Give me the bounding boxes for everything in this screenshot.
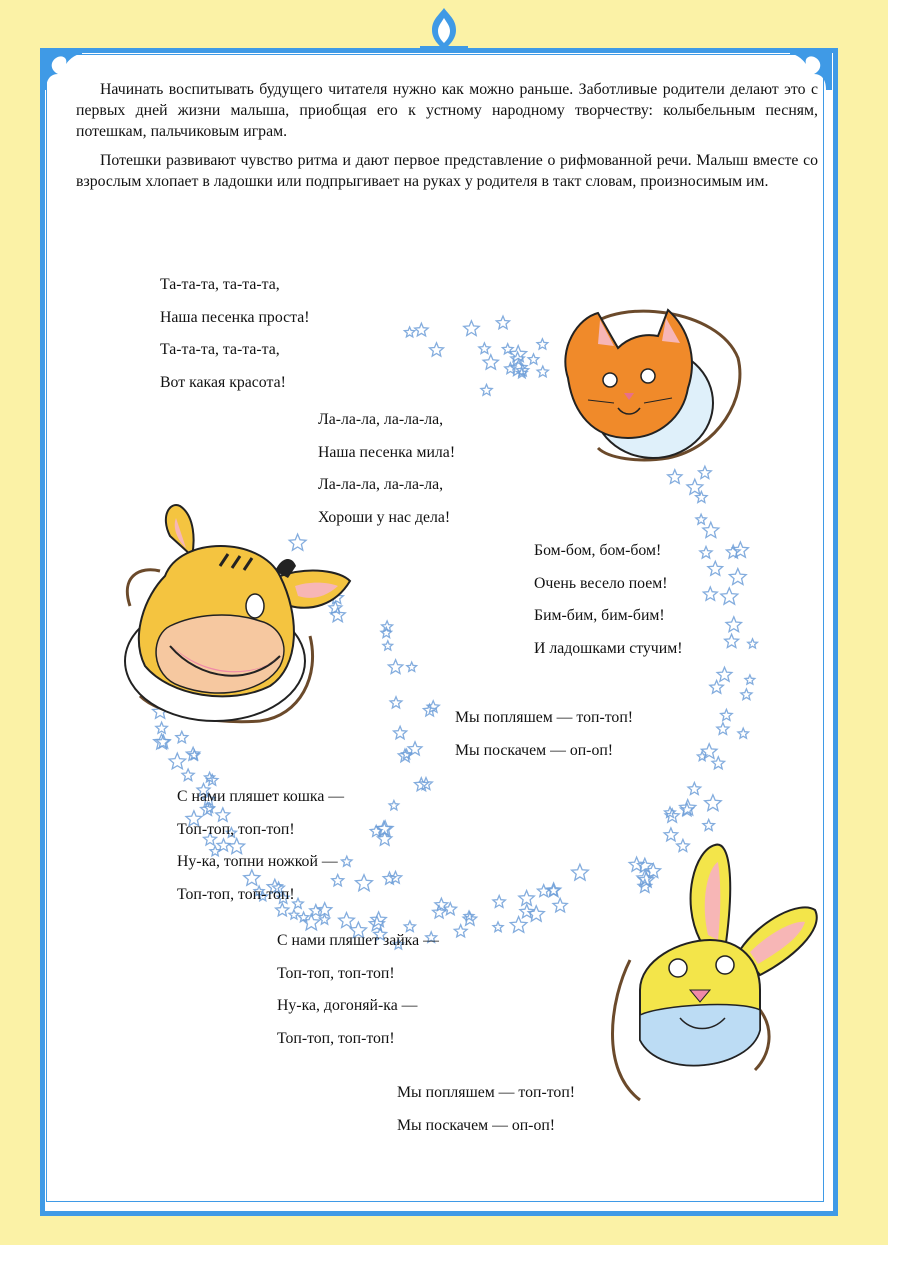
stanza-1 — [160, 269, 310, 399]
stanza-line: Мы поскачем — оп-оп! — [397, 1116, 556, 1134]
stanza-line: Топ-топ, топ-топ! — [177, 820, 295, 838]
stanza-line: Ну-ка, топни ножкой — — [177, 853, 338, 870]
stanza-line: Вот какая красота! — [160, 373, 286, 391]
stanza-line: Бим-бим, бим-бим! — [534, 607, 665, 624]
stanza-line: Мы попляшем — топ-топ! — [455, 709, 634, 726]
stanza-line: Ла-ла-ла, ла-ла-ла, — [318, 411, 444, 428]
intro-paragraph-2: Потешки развивают чувство ритма и дают первое представление о рифмованной речи. Малыш вместе со взрослым хлопает в ладошки или подпрыгивает на руках у родителя в такт словам, произносимым им. — [76, 152, 818, 190]
stanza-line: Бом-бом, бом-бом! — [534, 542, 662, 559]
stanza-line: Очень весело поем! — [534, 574, 668, 592]
stanza-line: Та-та-та, та-та-та, — [160, 341, 280, 358]
stanza-line: Топ-топ, топ-топ! — [177, 885, 295, 903]
stanza-line: Наша песенка проста! — [160, 308, 310, 326]
stanza-line: С нами пляшет кошка — — [177, 788, 345, 805]
intro-paragraph-1: Начинать воспитывать будущего читателя нужно как можно раньше. Заботливые родители делают это с первых дней жизни малыша, приобщая его к устному народному творчеству: колыбельным песням, потешкам, пальчиковым играм. — [76, 81, 818, 140]
stanza-line: Мы поскачем — оп-оп! — [455, 741, 614, 759]
stanza-line: Ну-ка, догоняй-ка — — [277, 997, 418, 1014]
stanza-3 — [534, 535, 682, 665]
stanza-line: Топ-топ, топ-топ! — [277, 1029, 395, 1047]
stanza-line: Хороши у нас дела! — [318, 508, 451, 526]
stanza-2 — [318, 404, 455, 534]
stanza-4 — [455, 702, 633, 767]
stanza-line: И ладошками стучим! — [534, 639, 683, 657]
stanza-line: С нами пляшет зайка — — [277, 932, 439, 949]
stanza-line: Наша песенка мила! — [318, 443, 456, 461]
stanza-7 — [397, 1077, 575, 1142]
stanza-line: Топ-топ, топ-топ! — [277, 964, 395, 982]
stanza-line: Мы попляшем — топ-топ! — [397, 1084, 576, 1101]
intro-text — [76, 79, 818, 200]
cat-mask-icon — [565, 310, 740, 460]
stanza-line: Ла-ла-ла, ла-ла-ла, — [318, 476, 444, 493]
stanza-5 — [177, 781, 344, 911]
cow-mask-icon — [125, 505, 350, 722]
stanza-6 — [277, 925, 439, 1055]
stanza-line: Та-та-та, та-та-та, — [160, 276, 280, 293]
